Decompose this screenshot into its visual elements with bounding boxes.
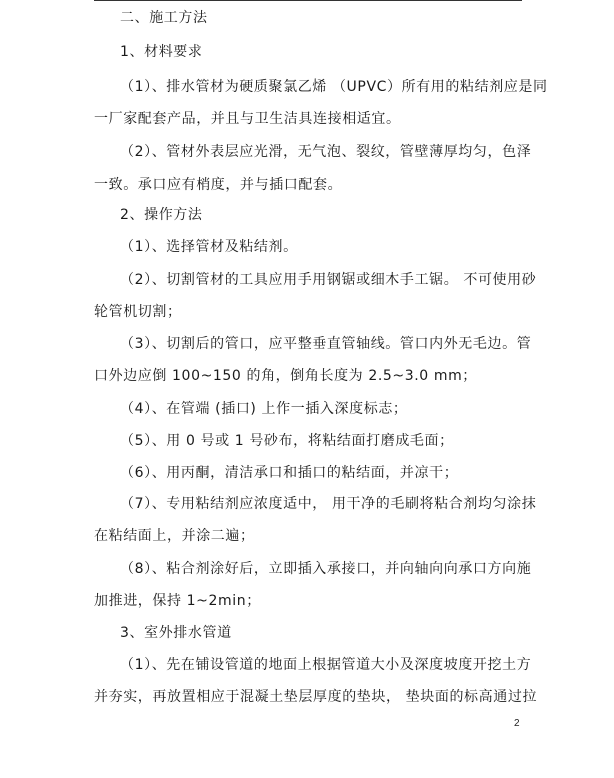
paragraph-line: （8）、粘合剂涂好后，立即插入承接口，并向轴向向承口方向施 [120,561,532,577]
paragraph-line: （5）、用 0 号或 1 号砂布，将粘结面打磨成毛面； [120,433,454,449]
paragraph-line: （2）、管材外表层应光滑，无气泡、裂纹，管壁薄厚均匀，色泽 [120,144,532,160]
paragraph-line: （7）、专用粘结剂应浓度适中， 用干净的毛刷将粘合剂均匀涂抹 [120,496,537,512]
header-rule [94,0,522,1]
paragraph-line: （6）、用丙酮，清洁承口和插口的粘结面，并凉干； [120,465,459,481]
paragraph-line: （1）、选择管材及粘结剂。 [120,239,298,255]
subsection-heading: 1、材料要求 [120,44,203,60]
page-number: 2 [514,718,520,729]
paragraph-line: 口外边应倒 100~150 的角，倒角长度为 2.5~3.0 mm； [94,368,477,384]
subsection-heading: 3、室外排水管道 [120,625,232,641]
section-heading: 二、施工方法 [120,10,208,26]
paragraph-line: （2）、切割管材的工具应用手用钢锯或细木手工锯。 不可使用砂 [120,272,537,288]
paragraph-line: 加推进，保持 1~2min； [94,593,261,609]
paragraph-line: 一厂家配套产品，并且与卫生洁具连接相适宜。 [94,111,401,127]
paragraph-line: 在粘结面上，并涂二遍； [94,528,255,544]
paragraph-line: （3）、切割后的管口，应平整垂直管轴线。管口内外无毛边。管 [120,336,532,352]
paragraph-line: 一致。承口应有梢度，并与插口配套。 [94,177,343,193]
paragraph-line: （1）、先在铺设管道的地面上根据管道大小及深度坡度开挖土方 [120,657,532,673]
paragraph-line: （4）、在管端 (插口) 上作一插入深度标志； [120,401,408,417]
paragraph-line: （1）、排水管材为硬质聚氯乙烯 （UPVC）所有用的粘结剂应是同 [120,79,548,95]
subsection-heading: 2、操作方法 [120,207,203,223]
paragraph-line: 轮管机切割； [94,304,182,320]
paragraph-line: 并夯实，再放置相应于混凝土垫层厚度的垫块， 垫块面的标高通过拉 [94,689,538,705]
